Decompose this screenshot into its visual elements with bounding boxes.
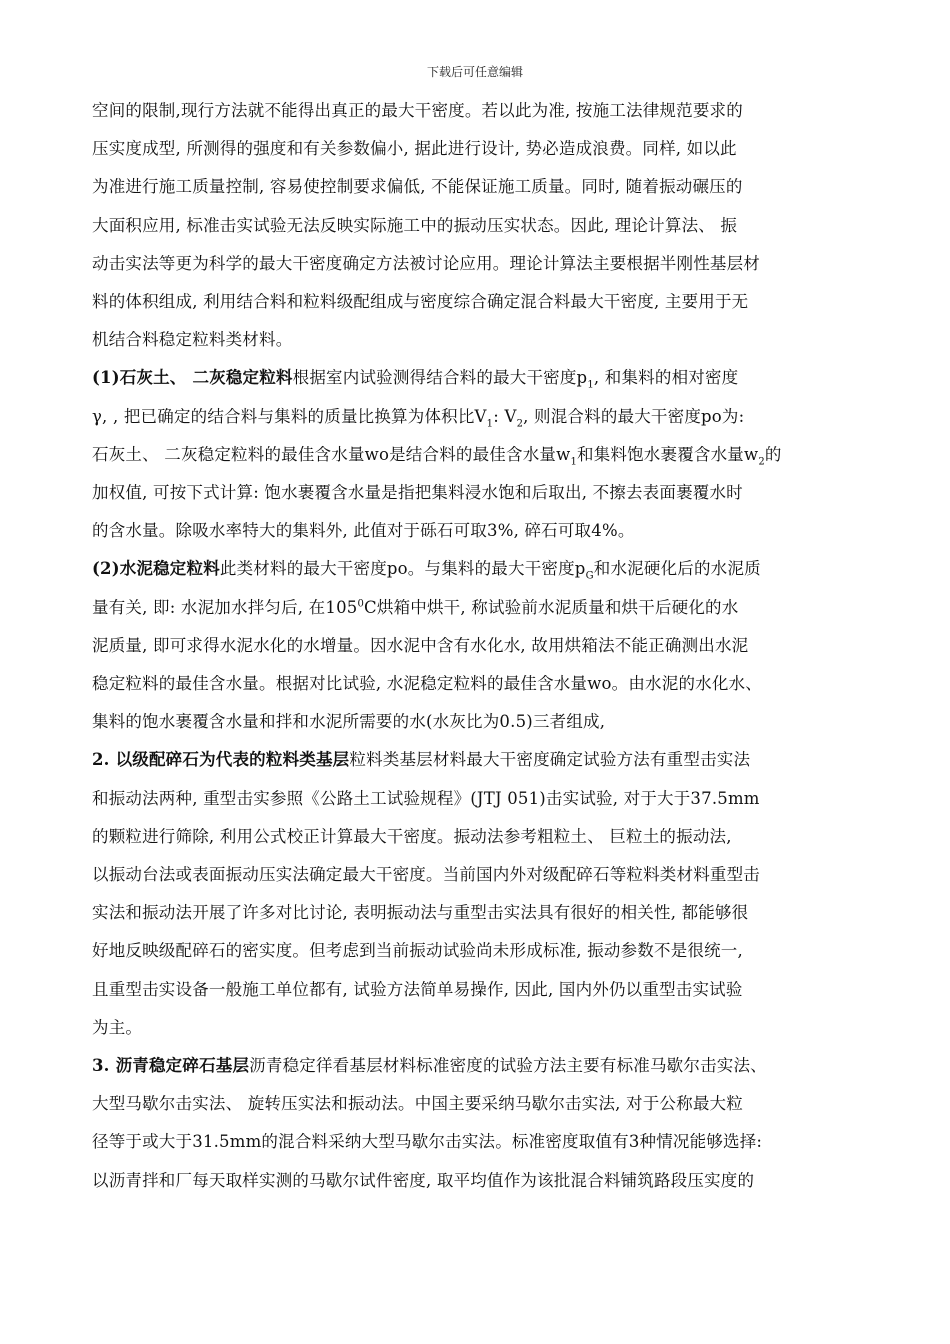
section2-line-1-a: 此类材料的最大干密度po。与集料的最大干密度p — [219, 559, 586, 579]
page-header: 下载后可任意编辑 — [426, 65, 523, 79]
subscript: G — [585, 570, 594, 582]
section3-line-7: 且重型击实设备一般施工单位都有, 试验方法简单易操作, 因此, 国内外仍以重型击实试验 — [92, 979, 743, 999]
section4-line-4: 以沥青拌和厂每天取样实测的马歇尔试件密度, 取平均值作为该批混合料铺筑路段压实度的 — [92, 1170, 755, 1190]
section3-line-8: 为主。 — [92, 1017, 143, 1037]
section1-line-3 — [92, 436, 864, 474]
section1-line-1-text: 根据室内试验测得结合料的最大干密度p — [292, 368, 588, 388]
section3-line-4: 以振动台法或表面振动压实法确定最大干密度。当前国内外对级配碎石等粒料类材料重型击 — [92, 865, 760, 885]
section3-heading: 2. 以级配碎石为代表的粒料类基层 — [92, 750, 350, 770]
section3-line-5: 实法和振动法开展了许多对比讨论, 表明振动法与重型击实法具有很好的相关性, 都能够很 — [92, 903, 749, 923]
section1-line-3-c: 的 — [764, 444, 782, 464]
superscript: 0 — [357, 598, 365, 610]
section2-line-1-b: 和水泥硬化后的水泥质 — [593, 559, 761, 579]
section1-line-2-c: , 则混合料的最大干密度po为: — [523, 406, 745, 426]
section3-line-2: 和振动法两种, 重型击实参照《公路土工试验规程》(JTJ 051)击实试验, 对于大于37.5mm — [92, 788, 760, 808]
intro-line-4: 大面积应用, 标准击实试验无法反映实际施工中的振动压实状态。因此, 理论计算法、 振 — [92, 215, 738, 235]
section4-line-2: 大型马歇尔击实法、 旋转压实法和振动法。中国主要采纳马歇尔击实法, 对于公称最大粒 — [92, 1094, 743, 1114]
subscript: 2 — [758, 456, 765, 468]
section2-line-2 — [92, 589, 864, 627]
intro-line-3: 为准进行施工质量控制, 容易使控制要求偏低, 不能保证施工质量。同时, 随着振动碾压的 — [92, 177, 743, 197]
section4-line-3: 径等于或大于31.5mm的混合料采纳大型马歇尔击实法。标准密度取值有3种情况能够选择: — [92, 1132, 763, 1152]
section2-line-1 — [92, 550, 864, 588]
intro-line-5: 动击实法等更为科学的最大干密度确定方法被讨论应用。理论计算法主要根据半刚性基层材 — [92, 253, 760, 273]
intro-line-2: 压实度成型, 所测得的强度和有关参数偏小, 据此进行设计, 势必造成浪费。同样, 如以此 — [92, 139, 737, 159]
subscript: 1 — [486, 417, 494, 429]
subscript: 1 — [587, 379, 594, 391]
section4-line-1 — [92, 1047, 864, 1085]
section1-line-2-b: : V — [493, 406, 517, 426]
intro-line-6: 料的体积组成, 利用结合料和粒料级配组成与密度综合确定混合料最大干密度, 主要用于无 — [92, 292, 749, 312]
subscript: 1 — [570, 456, 577, 468]
section3-line-1-tail: 粒料类基层材料最大干密度确定试验方法有重型击实法 — [349, 750, 751, 770]
section1-line-1-tail: , 和集料的相对密度 — [593, 368, 739, 388]
section2-line-2-a: 量有关, 即: 水泥加水拌匀后, 在105 — [92, 597, 358, 617]
section1-line-3-a: 石灰土、 二灰稳定粒料的最佳含水量wo是结合料的最佳含水量w — [92, 444, 571, 464]
section1-line-2-a: γ, , 把已确定的结合料与集料的质量比换算为体积比V — [92, 406, 487, 426]
section2-line-5: 集料的饱水裹覆含水量和拌和水泥所需要的水(水灰比为0.5)三者组成, — [92, 712, 606, 732]
section3-line-1 — [92, 741, 864, 779]
section2-line-3: 泥质量, 即可求得水泥水化的水增量。因水泥中含有水化水, 故用烘箱法不能正确测出水泥 — [92, 635, 749, 655]
section4-line-1-tail: 沥青稳定徉看基层材料标准密度的试验方法主要有标准马歇尔击实法、 — [249, 1056, 767, 1076]
document-body — [92, 92, 864, 1200]
section1-line-4: 加权值, 可按下式计算: 饱水裹覆含水量是指把集料浸水饱和后取出, 不擦去表面裹覆水时 — [92, 483, 743, 503]
section2-heading: (2)水泥稳定粒料 — [92, 559, 220, 579]
section1-line-2 — [92, 398, 864, 436]
section1-line-5: 的含水量。除吸水率特大的集料外, 此值对于砾石可取3%, 碎石可取4%。 — [92, 521, 635, 541]
intro-line-1: 空间的限制,现行方法就不能得出真正的最大干密度。若以此为准, 按施工法律规范要求的 — [92, 101, 743, 120]
section1-line-3-b: 和集料饱水裹覆含水量w — [577, 444, 759, 464]
section2-line-4: 稳定粒料的最佳含水量。根据对比试验, 水泥稳定粒料的最佳含水量wo。由水泥的水化水、 — [92, 674, 762, 694]
section2-line-2-b: C烘箱中烘干, 称试验前水泥质量和烘干后硬化的水 — [364, 597, 739, 617]
section4-heading: 3. 沥青稳定碎石基层 — [92, 1056, 250, 1076]
section1-line-1 — [92, 359, 864, 397]
section1-heading: (1)石灰土、 二灰稳定粒料 — [92, 368, 293, 388]
section3-line-6: 好地反映级配碎石的密实度。但考虑到当前振动试验尚未形成标准, 振动参数不是很统一, — [92, 941, 743, 961]
subscript: 2 — [516, 417, 524, 429]
intro-line-7: 机结合料稳定粒料类材料。 — [92, 330, 293, 350]
section3-line-3: 的颗粒进行筛除, 利用公式校正计算最大干密度。振动法参考粗粒土、 巨粒土的振动法, — [92, 826, 732, 846]
